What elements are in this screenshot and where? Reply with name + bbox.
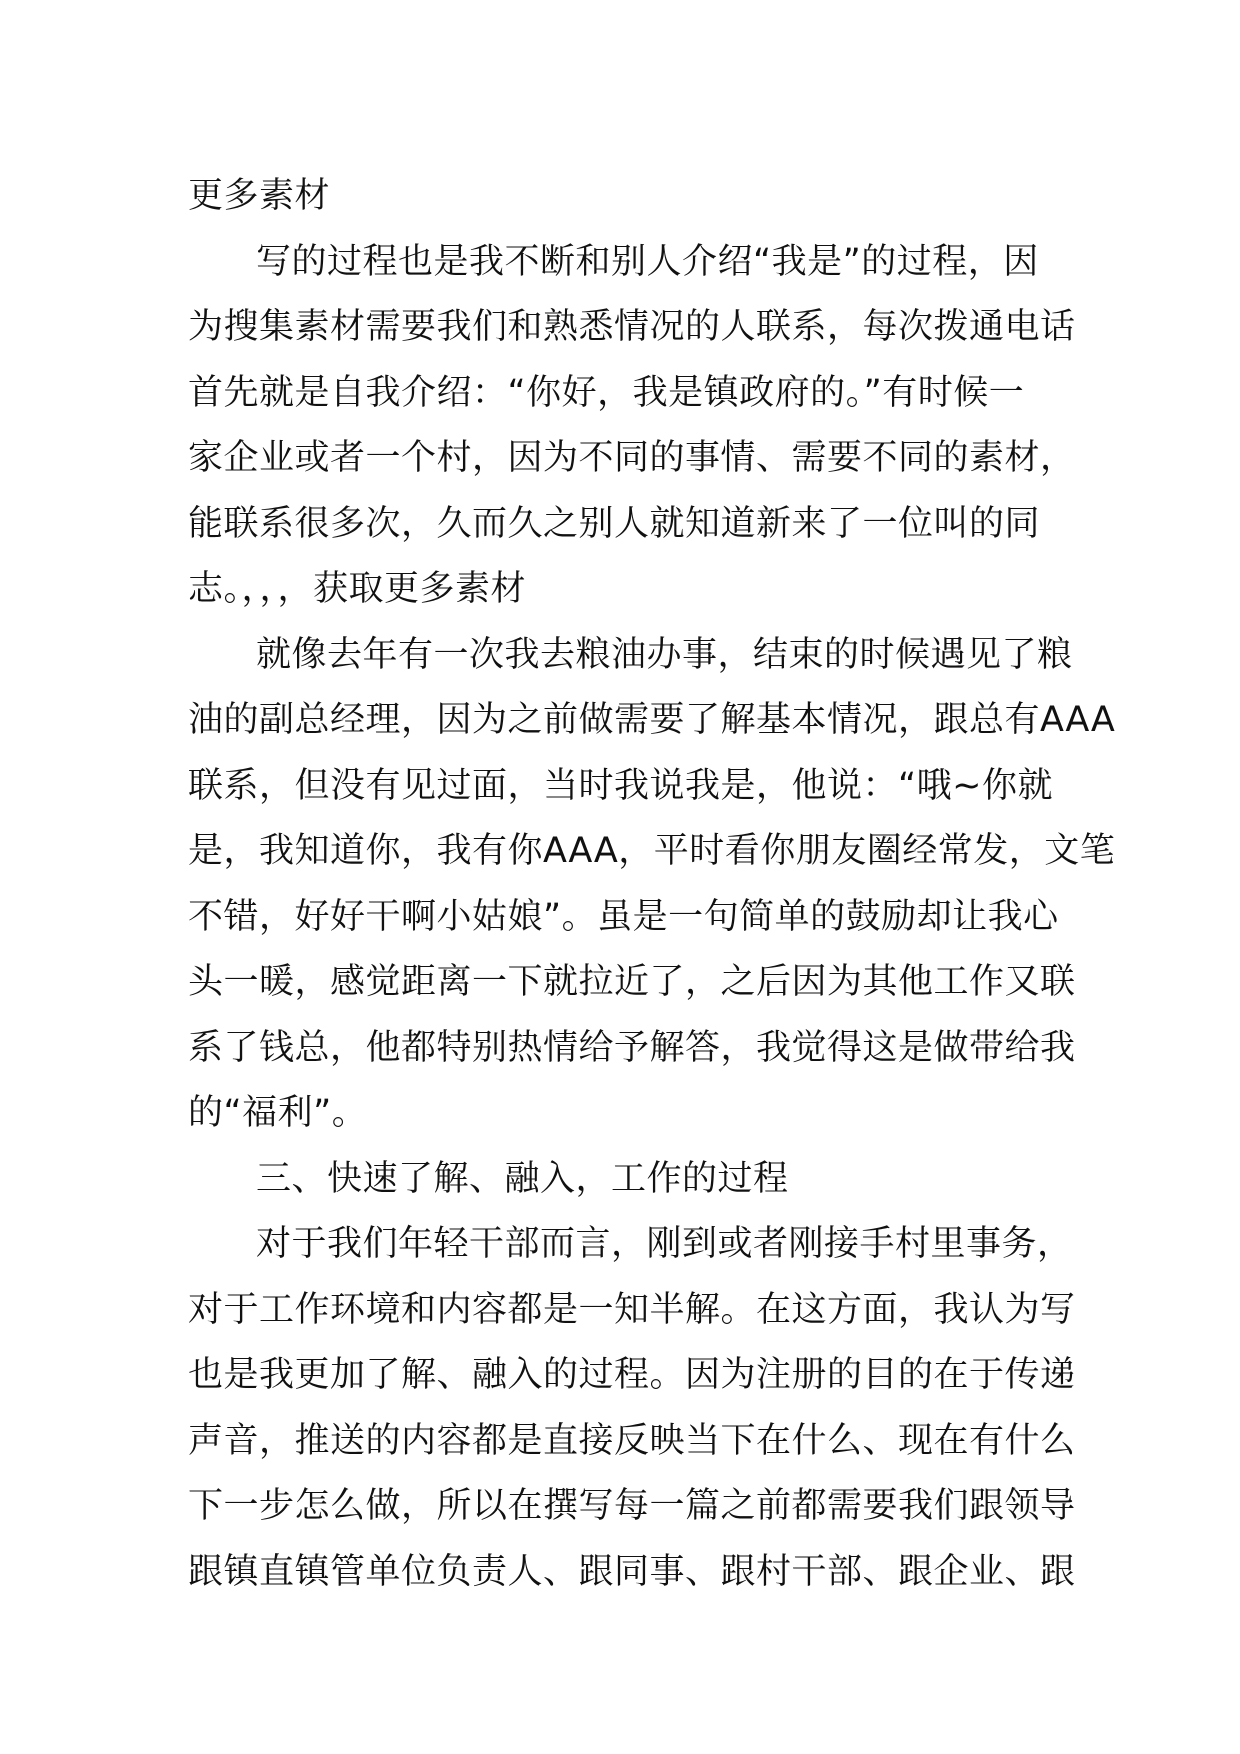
- text-line: 油的副总经理，因为之前做需要了解基本情况，跟总有AAA: [188, 700, 1116, 740]
- text-line: 为搜集素材需要我们和熟悉情况的人联系，每次拨通电话: [188, 307, 1076, 347]
- text-line: 联系，但没有见过面，当时我说我是，他说：“哦~你就: [188, 765, 1053, 806]
- text-line: 就像去年有一次我去粮油办事，结束的时候遇见了粮: [256, 634, 1073, 675]
- text-line: 是，我知道你，我有你AAA，平时看你朋友圈经常发，文笔: [188, 831, 1116, 871]
- section-heading: 三、快速了解、融入，工作的过程: [256, 1158, 789, 1199]
- text-line: 首先就是自我介绍：“你好，我是镇政府的。”有时候一: [188, 372, 1025, 413]
- text-line: 家企业或者一个村，因为不同的事情、需要不同的素材，: [188, 438, 1076, 478]
- text-line: 声音，推送的内容都是直接反映当下在什么、现在有什么: [188, 1420, 1076, 1461]
- text-line: 对于我们年轻干部而言，刚到或者刚接手村里事务，: [256, 1224, 1073, 1264]
- text-line: 更多素材: [188, 176, 331, 216]
- text-line: 跟镇直镇管单位负责人、跟同事、跟村干部、跟企业、跟: [188, 1551, 1076, 1592]
- text-line: 下一步怎么做，所以在撰写每一篇之前都需要我们跟领导: [188, 1486, 1076, 1526]
- text-line: 系了钱总，他都特别热情给予解答，我觉得这是做带给我: [188, 1027, 1076, 1068]
- text-line: 对于工作环境和内容都是一知半解。在这方面，我认为写: [188, 1289, 1076, 1330]
- text-line: 头一暖，感觉距离一下就拉近了，之后因为其他工作又联: [188, 962, 1076, 1002]
- text-line: 志。，，，获取更多素材: [188, 569, 527, 609]
- text-line: 不错，好好干啊小姑娘”。虽是一句简单的鼓励却让我心: [188, 896, 1059, 937]
- document-body: [188, 164, 1116, 1605]
- text-line: 也是我更加了解、融入的过程。因为注册的目的在于传递: [188, 1355, 1076, 1395]
- text-line: 写的过程也是我不断和别人介绍“我是”的过程，因: [256, 241, 1039, 282]
- text-line: 能联系很多次，久而久之别人就知道新来了一位叫的同: [188, 503, 1041, 544]
- text-line: 的“福利”。: [188, 1093, 368, 1133]
